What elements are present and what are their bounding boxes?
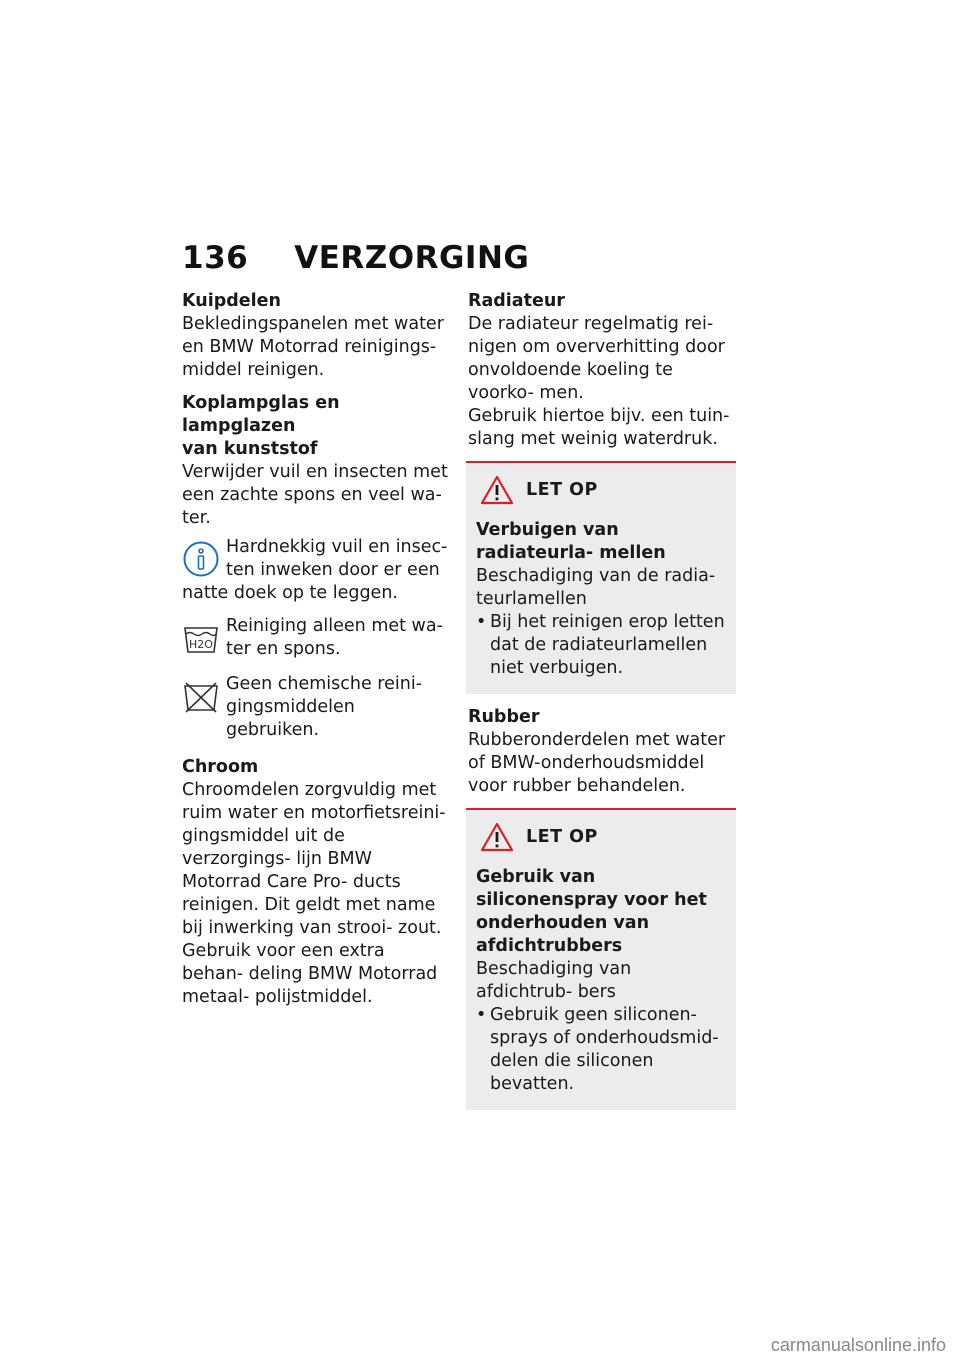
page-header (182, 240, 529, 276)
caution-header (480, 475, 726, 505)
water-basin-icon (182, 619, 220, 657)
caution-bullet: • Bij het reinigen erop letten dat de radiateurlamellen niet verbuigen. (476, 612, 725, 678)
section-heading-rubber: Rubber (468, 707, 540, 727)
caution-box-radiateur (466, 461, 736, 694)
paragraph-radiateur-1: De radiateur regelmatig rei- nigen om oververhitting door onvoldoende koeling te voorko- men. (468, 314, 725, 403)
paragraph-koplamp: Verwijder vuil en insecten met een zachte spons en veel wa- ter. (182, 462, 448, 528)
caution-text: Beschadiging van afdichtrub- bers (476, 959, 632, 1002)
info-note-line-1: Hardnekkig vuil en insec- (226, 537, 448, 557)
paragraph-chroom-2: Gebruik voor een extra behan- deling BMW Motorrad metaal- polijstmiddel. (182, 941, 438, 1007)
no-chemicals-icon (182, 677, 220, 715)
info-icon (182, 540, 220, 578)
water-label: H2O (189, 638, 213, 651)
section-heading-radiateur: Radiateur (468, 291, 565, 311)
right-column (468, 290, 736, 1122)
caution-heading: Verbuigen van radiateurla- mellen (476, 520, 666, 563)
info-note-line-2: ten inweken door er een (226, 560, 440, 580)
info-note (182, 536, 450, 605)
page-number: 136 (182, 240, 249, 276)
paragraph-kuipdelen: Bekledingspanelen met water en BMW Motorrad reinigings- middel reinigen. (182, 314, 444, 380)
paragraph-rubber: Rubberonderdelen met water of BMW-onderhoudsmiddel voor rubber behandelen. (468, 730, 726, 796)
warning-triangle-icon (480, 822, 514, 852)
water-sponge-note (182, 615, 450, 661)
watermark: carmanualsonline.info (770, 1335, 946, 1355)
paragraph-radiateur-2: Gebruik hiertoe bijv. een tuin- slang met weinig waterdruk. (468, 406, 730, 449)
no-chemicals-note (182, 673, 450, 742)
caution-label: LET OP (526, 480, 598, 500)
caution-box-rubber (466, 808, 736, 1110)
warning-triangle-icon (480, 475, 514, 505)
caution-heading: Gebruik van siliconenspray voor het onderhouden van afdichtrubbers (476, 867, 707, 956)
caution-bullet-text: Bij het reinigen erop letten dat de radiateurlamellen niet verbuigen. (490, 612, 725, 678)
section-heading-kuipdelen: Kuipdelen (182, 291, 281, 311)
no-chemicals-text: Geen chemische reini- gingsmiddelen gebruiken. (226, 674, 423, 740)
caution-bullet: • Gebruik geen siliconen- sprays of onderhoudsmid- delen die siliconen bevatten. (476, 1004, 726, 1096)
section-heading-koplamp-2: van kunststof (182, 439, 318, 459)
left-column (182, 290, 450, 1009)
caution-text: Beschadiging van de radia- teurlamellen (476, 566, 716, 609)
section-heading-koplamp-1: Koplampglas en lampglazen (182, 393, 340, 436)
chapter-title: VERZORGING (294, 240, 530, 276)
info-note-line-3: natte doek op te leggen. (182, 583, 398, 603)
caution-header (480, 822, 726, 852)
paragraph-chroom-1: Chroomdelen zorgvuldig met ruim water en motorfietsreini- gingsmiddel uit de verzorgings- lijn BMW Motorrad Care Pro- ducts reinigen. Dit geldt met name bij inwerking van strooi- zout. (182, 780, 446, 938)
caution-label: LET OP (526, 827, 598, 847)
water-sponge-text: Reiniging alleen met wa- ter en spons. (226, 616, 443, 659)
caution-bullet-text: Gebruik geen siliconen- sprays of onderhoudsmid- delen die siliconen bevatten. (490, 1005, 719, 1094)
section-heading-chroom: Chroom (182, 757, 259, 777)
